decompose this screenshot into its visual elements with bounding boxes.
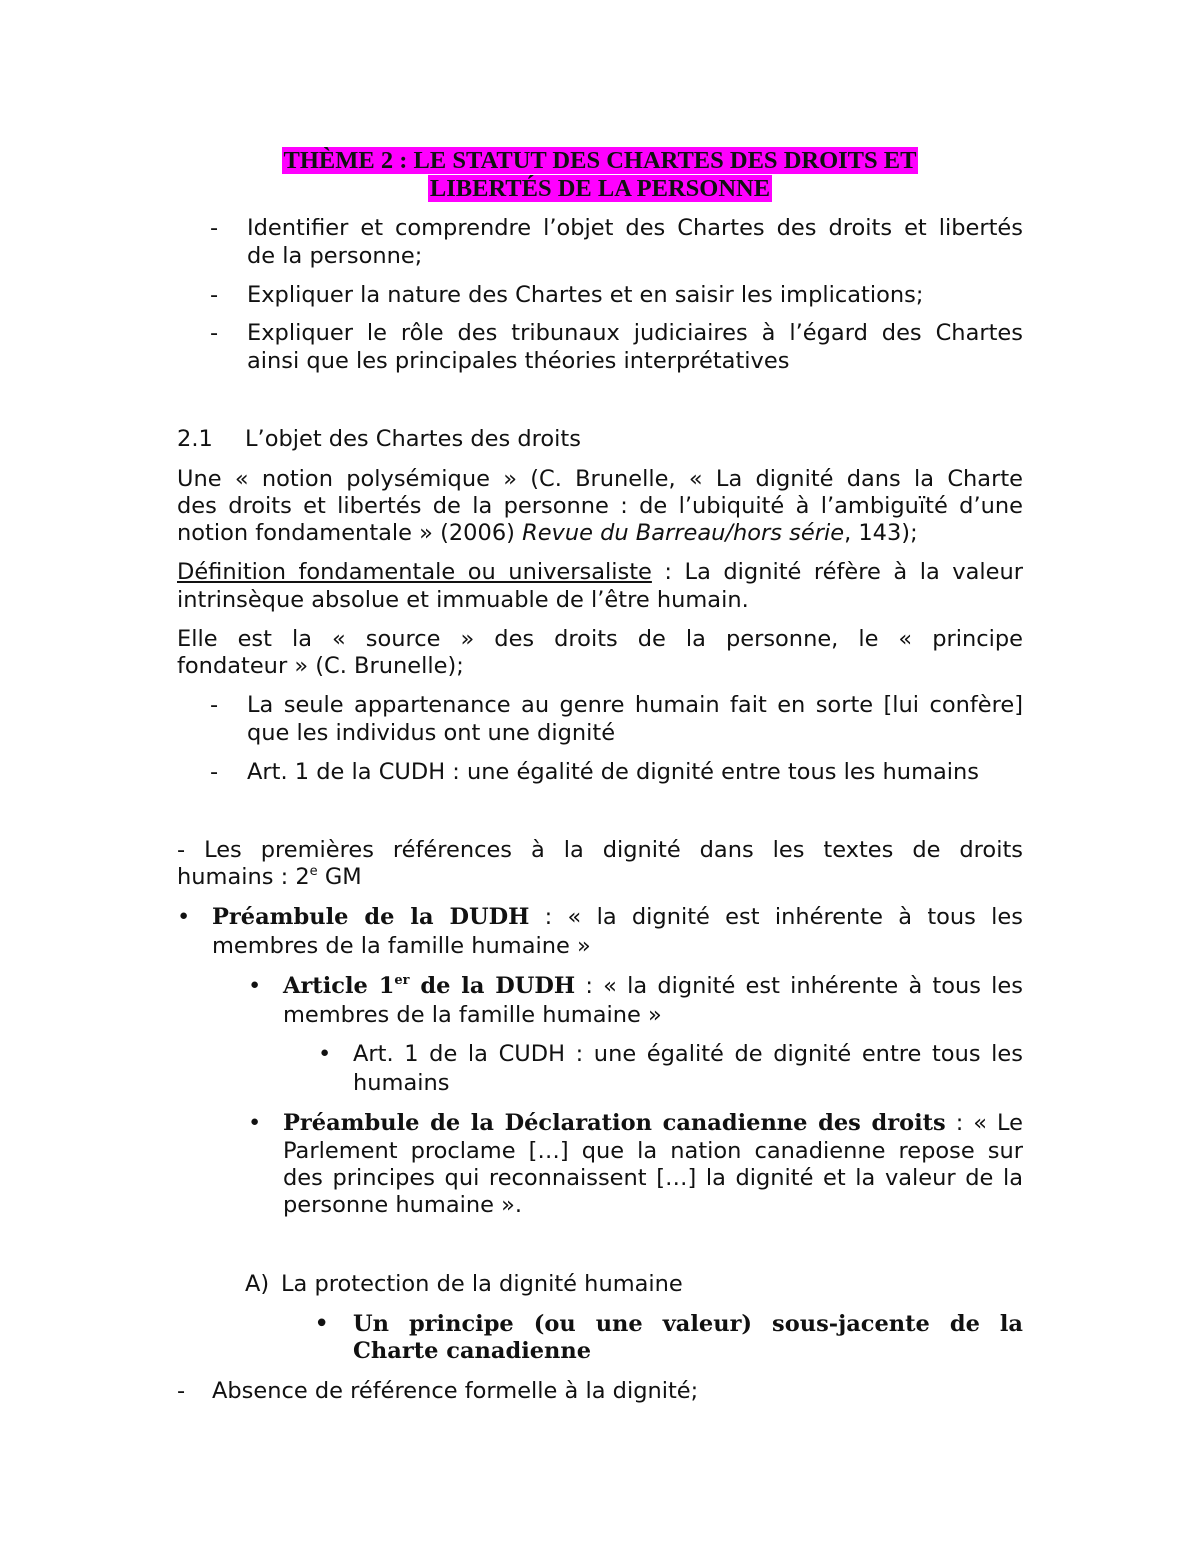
bullet-dot: • <box>314 1309 330 1339</box>
objective-3-line-1: Expliquer le rôle des tribunaux judiciaires à l’égard des Chartes <box>247 320 1023 346</box>
bullet-dot: • <box>318 1041 332 1067</box>
paragraph-3-line-1: Elle est la « source » des droits de la personne, le « principe <box>177 626 1023 652</box>
bullet-4-line-2: Parlement proclame […] que la nation canadienne repose sur <box>283 1138 1023 1164</box>
definition-term: Définition fondamentale ou universaliste <box>177 559 652 585</box>
list-bullet-dash: - <box>210 320 219 346</box>
bullet-4-line-4: personne humaine ». <box>283 1192 523 1218</box>
paragraph-4-line-2: humains : 2e GM <box>177 864 362 890</box>
sub-item-2-line-1: Art. 1 de la CUDH : une égalité de dignité entre tous les humains <box>247 759 980 785</box>
bold-term: Préambule de la DUDH <box>212 904 530 930</box>
bold-term: Préambule de la Déclaration canadienne des droits <box>283 1110 946 1136</box>
document-title-line-1: THÈME 2 : LE STATUT DES CHARTES DES DROITS ET <box>283 147 917 174</box>
objective-2-line-1: Expliquer la nature des Chartes et en saisir les implications; <box>247 282 924 308</box>
paragraph-2-line-1: Définition fondamentale ou universaliste : La dignité réfère à la valeur <box>177 559 1023 585</box>
journal-title: Revue du Barreau/hors série <box>522 520 845 546</box>
bullet-dot: • <box>248 973 262 999</box>
bullet-dot: • <box>177 904 191 930</box>
bullet-3-line-1: Art. 1 de la CUDH : une égalité de dignité entre tous les <box>353 1041 1023 1067</box>
paragraph-3-line-2: fondateur » (C. Brunelle); <box>177 653 464 679</box>
list-bullet-dash: - <box>210 692 219 718</box>
bullet-dot: • <box>248 1110 262 1136</box>
subsection-title: La protection de la dignité humaine <box>281 1271 683 1297</box>
paragraph-2-line-2: intrinsèque absolue et immuable de l’être humain. <box>177 587 749 613</box>
section-number: 2.1 <box>177 426 213 452</box>
objective-1-line-1: Identifier et comprendre l’objet des Chartes des droits et libertés <box>247 215 1023 241</box>
objective-3-line-2: ainsi que les principales théories interprétatives <box>247 348 790 374</box>
subsection-label: A) <box>245 1271 270 1297</box>
list-bullet-dash: - <box>177 1378 186 1404</box>
list-bullet-dash: - <box>210 215 219 241</box>
section-title: L’objet des Chartes des droits <box>245 426 581 452</box>
bullet-1-line-1: Préambule de la DUDH : « la dignité est inhérente à tous les <box>212 904 1023 930</box>
sub-item-1-line-1: La seule appartenance au genre humain fait en sorte [lui confère] <box>247 692 1023 718</box>
bullet-2-line-2: membres de la famille humaine » <box>283 1002 662 1028</box>
paragraph-1-line-1: Une « notion polysémique » (C. Brunelle, « La dignité dans la Charte <box>177 466 1023 492</box>
sub-item-1-line-2: que les individus ont une dignité <box>247 720 616 746</box>
bullet-5-line-1: Un principe (ou une valeur) sous-jacente de la <box>353 1311 1023 1337</box>
bullet-4-line-3: des principes qui reconnaissent […] la dignité et la valeur de la <box>283 1165 1023 1191</box>
paragraph-1-line-2: des droits et libertés de la personne : de l’ubiquité à l’ambiguïté d’une <box>177 493 1023 519</box>
list-bullet-dash: - <box>210 282 219 308</box>
bullet-1-line-2: membres de la famille humaine » <box>212 933 591 959</box>
bullet-4-line-1: Préambule de la Déclaration canadienne des droits : « Le <box>283 1110 1023 1136</box>
list-bullet-dash: - <box>210 759 219 785</box>
bullet-5-line-2: Charte canadienne <box>353 1338 592 1364</box>
document-title-line-2: LIBERTÉS DE LA PERSONNE <box>429 175 771 202</box>
paragraph-4-line-1: - Les premières références à la dignité dans les textes de droits <box>177 837 1023 863</box>
last-item-text: Absence de référence formelle à la dignité; <box>212 1378 699 1404</box>
bullet-2-line-1: Article 1er de la DUDH : « la dignité est inhérente à tous les <box>283 973 1024 999</box>
bold-term: Article 1er de la DUDH <box>283 973 576 999</box>
paragraph-1-line-3: notion fondamentale » (2006) Revue du Barreau/hors série, 143); <box>177 520 918 546</box>
objective-1-line-2: de la personne; <box>247 243 423 269</box>
bullet-3-line-2: humains <box>353 1070 450 1096</box>
